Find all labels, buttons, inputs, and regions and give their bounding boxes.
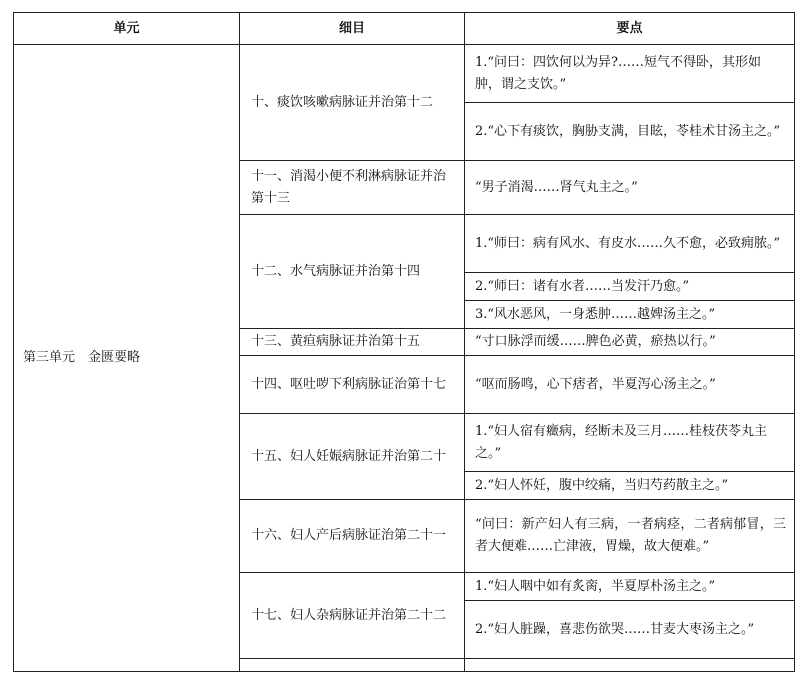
section-cell: 十四、呕吐哕下利病脉证治第十七 xyxy=(240,356,465,414)
point-cell: 2.“妇人脏躁，喜悲伤欲哭……甘麦大枣汤主之。” xyxy=(465,601,795,659)
point-cell: 1.“师曰：病有风水、有皮水……久不愈，必致痈脓。” xyxy=(465,215,795,273)
point-cell: “寸口脉浮而缓……脾色必黄，瘀热以行。” xyxy=(465,329,795,356)
section-cell: 十七、妇人杂病脉证并治第二十二 xyxy=(240,573,465,659)
point-cell: 1.“问曰：四饮何以为异?……短气不得卧，其形如肿，谓之支饮。” xyxy=(465,45,795,103)
unit-cell: 第三单元 金匮要略 xyxy=(14,45,240,672)
point-cell: 2.“妇人怀妊，腹中绞痛，当归芍药散主之。” xyxy=(465,472,795,500)
header-row xyxy=(14,13,795,45)
empty-cell xyxy=(465,659,795,672)
section-cell: 十五、妇人妊娠病脉证并治第二十 xyxy=(240,414,465,500)
header-points: 要点 xyxy=(465,13,795,45)
point-cell: “呕而肠鸣，心下痞者，半夏泻心汤主之。” xyxy=(465,356,795,414)
point-cell: 1.“妇人宿有癥病，经断未及三月……桂枝茯苓丸主之。” xyxy=(465,414,795,472)
section-cell: 十二、水气病脉证并治第十四 xyxy=(240,215,465,329)
header-section: 细目 xyxy=(240,13,465,45)
table-row xyxy=(14,45,795,103)
header-unit: 单元 xyxy=(14,13,240,45)
point-cell: 2.“心下有痰饮，胸胁支满，目眩，苓桂术甘汤主之。” xyxy=(465,103,795,161)
point-cell: “男子消渴……肾气丸主之。” xyxy=(465,161,795,215)
point-cell: 2.“师曰：诸有水者……当发汗乃愈。” xyxy=(465,273,795,301)
section-cell: 十三、黄疸病脉证并治第十五 xyxy=(240,329,465,356)
point-cell: 3.“风水恶风，一身悉肿……越婢汤主之。” xyxy=(465,301,795,329)
section-cell: 十六、妇人产后病脉证治第二十一 xyxy=(240,500,465,573)
empty-cell xyxy=(240,659,465,672)
point-cell: 1.“妇人咽中如有炙脔，半夏厚朴汤主之。” xyxy=(465,573,795,601)
syllabus-table xyxy=(13,12,795,672)
point-cell: “问曰：新产妇人有三病，一者病痉，二者病郁冒，三者大便难……亡津液，胃燥，故大便难。” xyxy=(465,500,795,573)
section-cell: 十一、消渴小便不利淋病脉证并治第十三 xyxy=(240,161,465,215)
section-cell: 十、痰饮咳嗽病脉证并治第十二 xyxy=(240,45,465,161)
